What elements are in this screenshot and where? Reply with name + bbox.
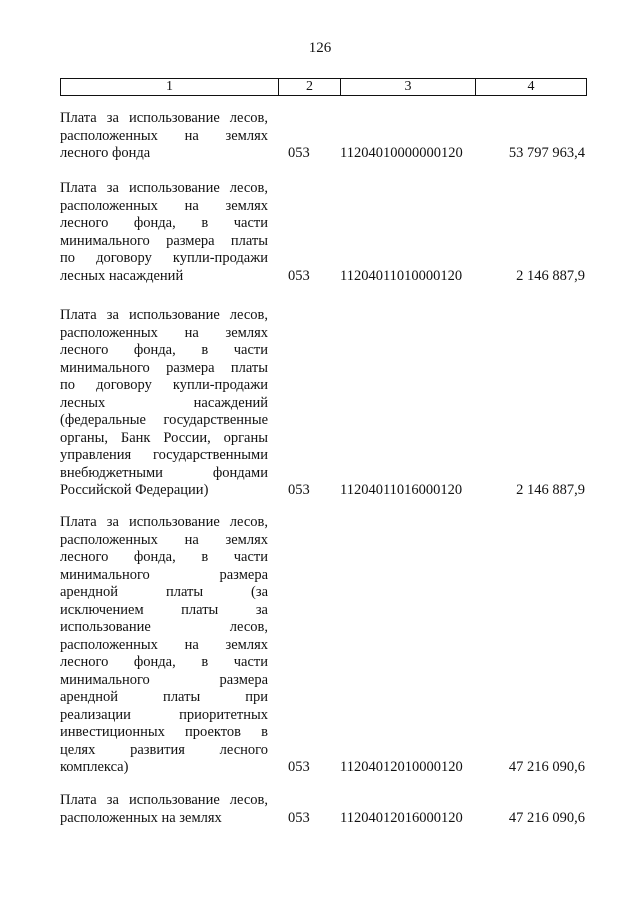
description-line: лесного фонда, в части (60, 342, 268, 358)
description-line: лесного фонда (60, 145, 151, 161)
description-line: управления государственными (60, 447, 268, 463)
description-line: внебюджетными фондами (60, 464, 268, 481)
table-row (60, 792, 587, 827)
row-code: 053 (288, 267, 310, 284)
description-line: минимального размера (60, 671, 268, 688)
description-line: расположенных на землях (60, 324, 268, 341)
description-line: использование лесов, (60, 619, 268, 635)
row-amount: 2 146 887,9 (516, 267, 585, 284)
description-line: минимального размера платы (60, 232, 268, 249)
description-line: расположенных на землях (60, 197, 268, 214)
row-kbk: 11204011016000120 (340, 482, 463, 498)
row-description (60, 792, 268, 827)
table-row (60, 514, 587, 777)
row-amount: 47 216 090,6 (508, 809, 585, 826)
description-line: инвестиционных проектов в (60, 724, 268, 740)
description-line: Плата за использование лесов, (60, 180, 268, 196)
description-line: минимального размера (60, 566, 268, 583)
row-kbk: 11204011010000120 (340, 267, 463, 284)
row-amount: 53 797 963,4 (508, 145, 585, 161)
row-kbk: 11204012016000120 (340, 809, 463, 826)
header-col-2: 2 (279, 79, 341, 95)
description-line: лесного фонда, в части (60, 549, 268, 565)
description-line: Российской Федерации) (60, 482, 209, 498)
row-description (60, 514, 268, 777)
row-description (60, 110, 268, 163)
description-line: Плата за использование лесов, (60, 110, 268, 126)
description-line: реализации приоритетных (60, 706, 268, 723)
description-line: расположенных на землях (60, 636, 268, 653)
row-description (60, 307, 268, 500)
description-line: лесного фонда, в части (60, 215, 268, 231)
header-col-4: 4 (527, 79, 535, 94)
description-line: расположенных на землях (60, 127, 268, 144)
row-amount: 2 146 887,9 (516, 482, 585, 498)
table-header (60, 78, 587, 96)
description-line: Плата за использование лесов, (60, 792, 268, 808)
description-line: арендной платы (за (60, 584, 268, 600)
description-line: расположенных на землях (60, 809, 222, 826)
row-amount: 47 216 090,6 (508, 759, 585, 775)
description-line: комплекса) (60, 759, 129, 775)
description-line: арендной платы при (60, 689, 268, 705)
header-col-1: 1 (61, 79, 279, 95)
description-line: органы, Банк России, органы (60, 429, 268, 446)
row-code: 053 (288, 482, 310, 498)
description-line: минимального размера платы (60, 359, 268, 376)
description-line: по договору купли-продажи (60, 377, 268, 393)
row-kbk: 11204012010000120 (340, 759, 463, 775)
description-line: целях развития лесного (60, 741, 268, 758)
row-code: 053 (288, 145, 310, 161)
description-line: исключением платы за (60, 601, 268, 618)
description-line: Плата за использование лесов, (60, 307, 268, 323)
table-row (60, 180, 587, 285)
row-code: 053 (288, 759, 310, 775)
row-description (60, 180, 268, 285)
table-row (60, 110, 587, 163)
description-line: лесных насаждений (60, 394, 268, 411)
row-kbk: 11204010000000120 (340, 145, 463, 161)
header-col-3: 3 (341, 79, 476, 95)
table-row (60, 307, 587, 500)
description-line: Плата за использование лесов, (60, 514, 268, 530)
description-line: лесного фонда, в части (60, 654, 268, 670)
description-line: расположенных на землях (60, 531, 268, 548)
description-line: (федеральные государственные (60, 412, 268, 428)
page-number: 126 (308, 40, 332, 56)
description-line: по договору купли-продажи (60, 250, 268, 266)
row-code: 053 (288, 809, 310, 826)
description-line: лесных насаждений (60, 267, 184, 284)
